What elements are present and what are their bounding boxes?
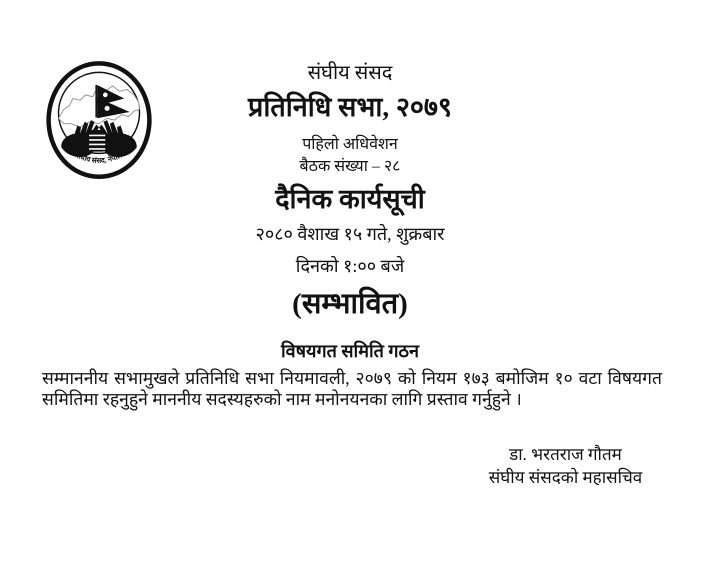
- document-title: दैनिक कार्यसूची: [275, 184, 425, 214]
- header-session-line: पहिलो अधिवेशन: [302, 136, 398, 153]
- signatory-name: डा. भरतराज गौतम: [509, 445, 622, 464]
- signatory-title: संघीय संसदको महासचिव: [488, 467, 643, 487]
- signature-block: [468, 444, 663, 489]
- header-date-line: २०८० वैशाख १५ गते, शुक्रबार: [255, 224, 445, 244]
- header-status-note: (सम्भावित): [292, 288, 408, 320]
- header-meeting-number: बैठक संख्या – २८: [299, 158, 401, 175]
- header-parliament-name: संघीय संसद: [307, 62, 393, 84]
- agenda-section-title: विषयगत समिति गठन: [280, 341, 419, 361]
- agenda-paragraph: सम्माननीय सभामुखले प्रतिनिधि सभा नियमावली, २०७९ को नियम १७३ बमोजिम १० वटा विषयगत समितिमा रहनुहुने माननीय सदस्यहरुको नाम मनोनयनका लागि प्रस्ताव गर्नुहुने ।: [42, 368, 662, 409]
- emblem-arc-text: संघीय संसद, नेपाल: [74, 151, 124, 165]
- header-house-title: प्रतिनिधि सभा, २०७९: [248, 92, 452, 122]
- header-time-line: दिनको १:०० बजे: [295, 256, 405, 276]
